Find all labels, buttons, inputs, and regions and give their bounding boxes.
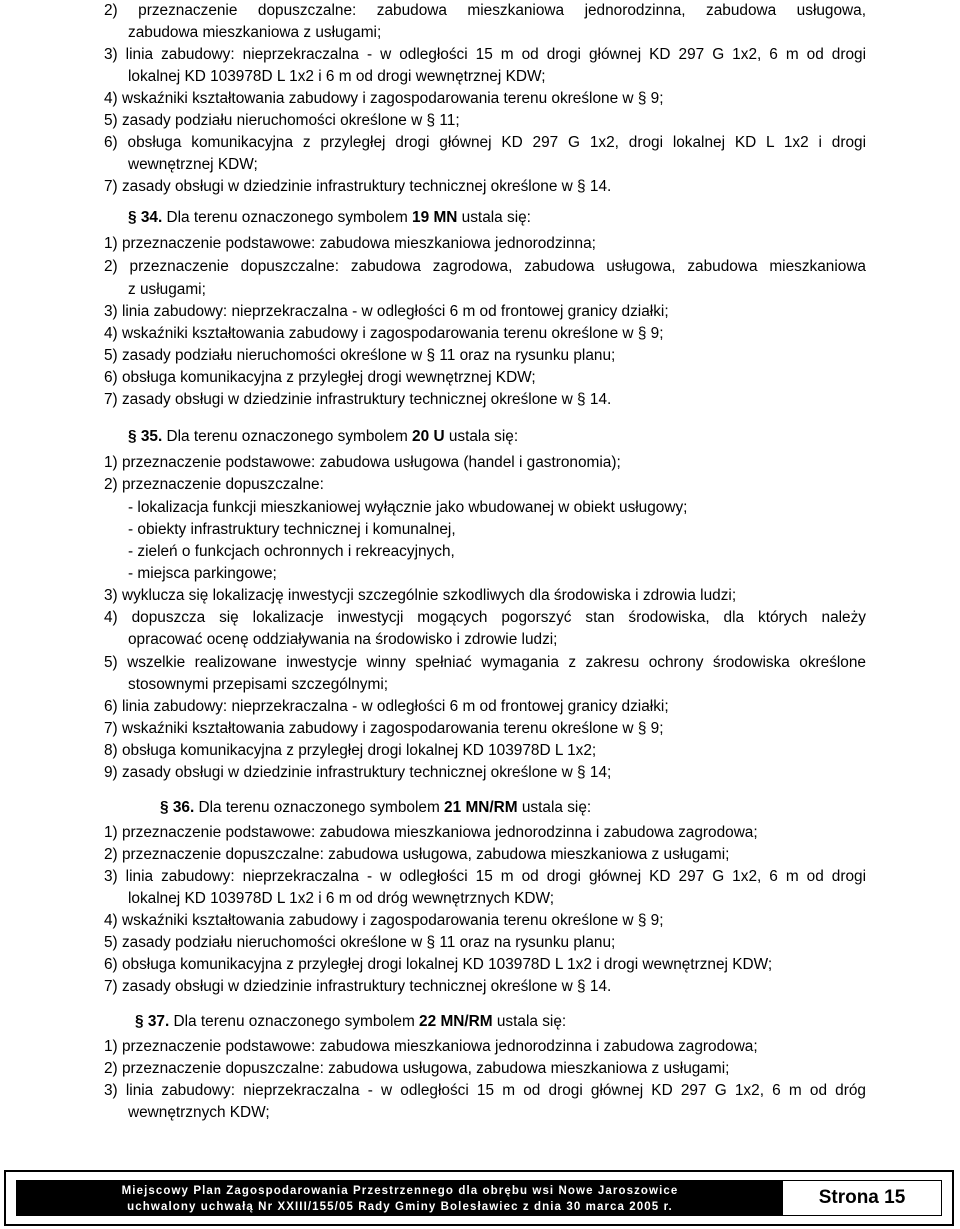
section-number: § 34. [128, 209, 163, 226]
text-line: - obiekty infrastruktury technicznej i komunalnej, [128, 521, 456, 538]
text-line: - zieleń o funkcjach ochronnych i rekreacyjnych, [128, 543, 455, 560]
text-line: 2) przeznaczenie dopuszczalne: zabudowa zagrodowa, zabudowa usługowa, zabudowa mieszkaniowa [104, 258, 866, 275]
section-suffix: ustala się: [492, 1013, 567, 1030]
zone-symbol: 20 U [412, 428, 445, 445]
text-line: 3) linia zabudowy: nieprzekraczalna - w odległości 15 m od drogi głównej KD 297 G 1x2, 6 m od drogi [104, 46, 866, 63]
text-line: 3) linia zabudowy: nieprzekraczalna - w odległości 6 m od frontowej granicy działki; [104, 303, 669, 320]
text-line: - miejsca parkingowe; [128, 565, 277, 582]
text-line: - lokalizacja funkcji mieszkaniowej wyłącznie jako wbudowanej w obiekt usługowy; [128, 499, 688, 516]
text-line: 8) obsługa komunikacyjna z przyległej drogi lokalnej KD 103978D L 1x2; [104, 742, 597, 759]
text-line: 5) zasady podziału nieruchomości określone w § 11; [104, 112, 460, 129]
page-footer [4, 1170, 954, 1226]
text-line: 3) wyklucza się lokalizację inwestycji szczególnie szkodliwych dla środowiska i zdrowia ludzi; [104, 587, 737, 604]
section-suffix: ustala się: [444, 428, 519, 445]
section-number: § 36. [160, 799, 195, 816]
text-line: 2) przeznaczenie dopuszczalne: zabudowa usługowa, zabudowa mieszkaniowa z usługami; [104, 1060, 730, 1077]
text-line: 2) przeznaczenie dopuszczalne: [104, 476, 324, 493]
zone-symbol: 21 MN/RM [444, 799, 518, 816]
section-heading [128, 426, 518, 448]
text-line: 1) przeznaczenie podstawowe: zabudowa mieszkaniowa jednorodzinna; [104, 235, 596, 252]
section-suffix: ustala się: [517, 799, 592, 816]
section-heading [160, 797, 591, 819]
text-line: wewnętrznej KDW; [128, 156, 258, 173]
text-line: 4) wskaźniki kształtowania zabudowy i zagospodarowania terenu określone w § 9; [104, 325, 664, 342]
text-line: 1) przeznaczenie podstawowe: zabudowa usługowa (handel i gastronomia); [104, 454, 621, 471]
text-line: 9) zasady obsługi w dziedzinie infrastruktury technicznej określone w § 14; [104, 764, 612, 781]
text-line: 4) wskaźniki kształtowania zabudowy i zagospodarowania terenu określone w § 9; [104, 912, 664, 929]
zone-symbol: 19 MN [412, 209, 458, 226]
text-line: 3) linia zabudowy: nieprzekraczalna - w odległości 15 m od drogi głównej KD 297 G 1x2, 6 m od drogi [104, 868, 866, 885]
text-line: 6) linia zabudowy: nieprzekraczalna - w odległości 6 m od frontowej granicy działki; [104, 698, 669, 715]
text-line: 5) zasady podziału nieruchomości określone w § 11 oraz na rysunku planu; [104, 934, 616, 951]
text-line: 5) zasady podziału nieruchomości określone w § 11 oraz na rysunku planu; [104, 347, 616, 364]
footer-frame [16, 1180, 942, 1216]
text-line: 1) przeznaczenie podstawowe: zabudowa mieszkaniowa jednorodzinna i zabudowa zagrodowa; [104, 1038, 758, 1055]
section-intro: Dla terenu oznaczonego symbolem [198, 799, 445, 816]
text-line: 7) zasady obsługi w dziedzinie infrastruktury technicznej określone w § 14. [104, 391, 612, 408]
text-line: zabudowa mieszkaniowa z usługami; [128, 24, 382, 41]
text-line: 6) obsługa komunikacyjna z przyległej drogi głównej KD 297 G 1x2, drogi lokalnej KD L 1x2 i drogi [104, 134, 866, 151]
text-line: 6) obsługa komunikacyjna z przyległej drogi wewnętrznej KDW; [104, 369, 536, 386]
text-line: 2) przeznaczenie dopuszczalne: zabudowa mieszkaniowa jednorodzinna, zabudowa usługowa, [104, 2, 866, 19]
text-line: wewnętrznych KDW; [128, 1104, 270, 1121]
text-line: 3) linia zabudowy: nieprzekraczalna - w odległości 15 m od drogi głównej KD 297 G 1x2, 6 m od dróg [104, 1082, 866, 1099]
section-suffix: ustala się: [457, 209, 531, 226]
text-line: 7) wskaźniki kształtowania zabudowy i zagospodarowania terenu określone w § 9; [104, 720, 664, 737]
section-intro: Dla terenu oznaczonego symbolem [166, 209, 413, 226]
section-heading [135, 1011, 566, 1033]
zone-symbol: 22 MN/RM [419, 1013, 493, 1030]
section-intro: Dla terenu oznaczonego symbolem [166, 428, 413, 445]
text-line: 1) przeznaczenie podstawowe: zabudowa mieszkaniowa jednorodzinna i zabudowa zagrodowa; [104, 824, 758, 841]
text-line: opracować ocenę oddziaływania na środowisko i zdrowie ludzi; [128, 631, 558, 648]
text-line: z usługami; [128, 281, 206, 298]
text-line: 5) wszelkie realizowane inwestycje winny spełniać wymagania z zakresu ochrony środowiska określone [104, 654, 866, 671]
text-line: 4) wskaźniki kształtowania zabudowy i zagospodarowania terenu określone w § 9; [104, 90, 664, 107]
text-line: 7) zasady obsługi w dziedzinie infrastruktury technicznej określone w § 14. [104, 978, 612, 995]
section-intro: Dla terenu oznaczonego symbolem [173, 1013, 420, 1030]
footer-title-line-2: uchwalony uchwałą Nr XXIII/155/05 Rady Gminy Bolesławiec z dnia 30 marca 2005 r. [127, 1201, 673, 1213]
section-number: § 35. [128, 428, 163, 445]
text-line: stosownymi przepisami szczególnymi; [128, 676, 389, 693]
text-line: lokalnej KD 103978D L 1x2 i 6 m od dróg wewnętrznych KDW; [128, 890, 555, 907]
footer-title-line-1: Miejscowy Plan Zagospodarowania Przestrzennego dla obrębu wsi Nowe Jaroszowice [121, 1185, 679, 1197]
text-line: 4) dopuszcza się lokalizacje inwestycji mogących pogorszyć stan środowiska, dla których należy [104, 609, 866, 626]
text-line: lokalnej KD 103978D L 1x2 i 6 m od drogi wewnętrznej KDW; [128, 68, 546, 85]
section-number: § 37. [135, 1013, 170, 1030]
text-line: 7) zasady obsługi w dziedzinie infrastruktury technicznej określone w § 14. [104, 178, 612, 195]
text-line: 2) przeznaczenie dopuszczalne: zabudowa usługowa, zabudowa mieszkaniowa z usługami; [104, 846, 730, 863]
footer-plan-title [17, 1181, 783, 1215]
text-line: 6) obsługa komunikacyjna z przyległej drogi lokalnej KD 103978D L 1x2 i drogi wewnętrznej KDW; [104, 956, 773, 973]
section-heading [128, 207, 531, 229]
page-number: Strona 15 [818, 1187, 906, 1208]
